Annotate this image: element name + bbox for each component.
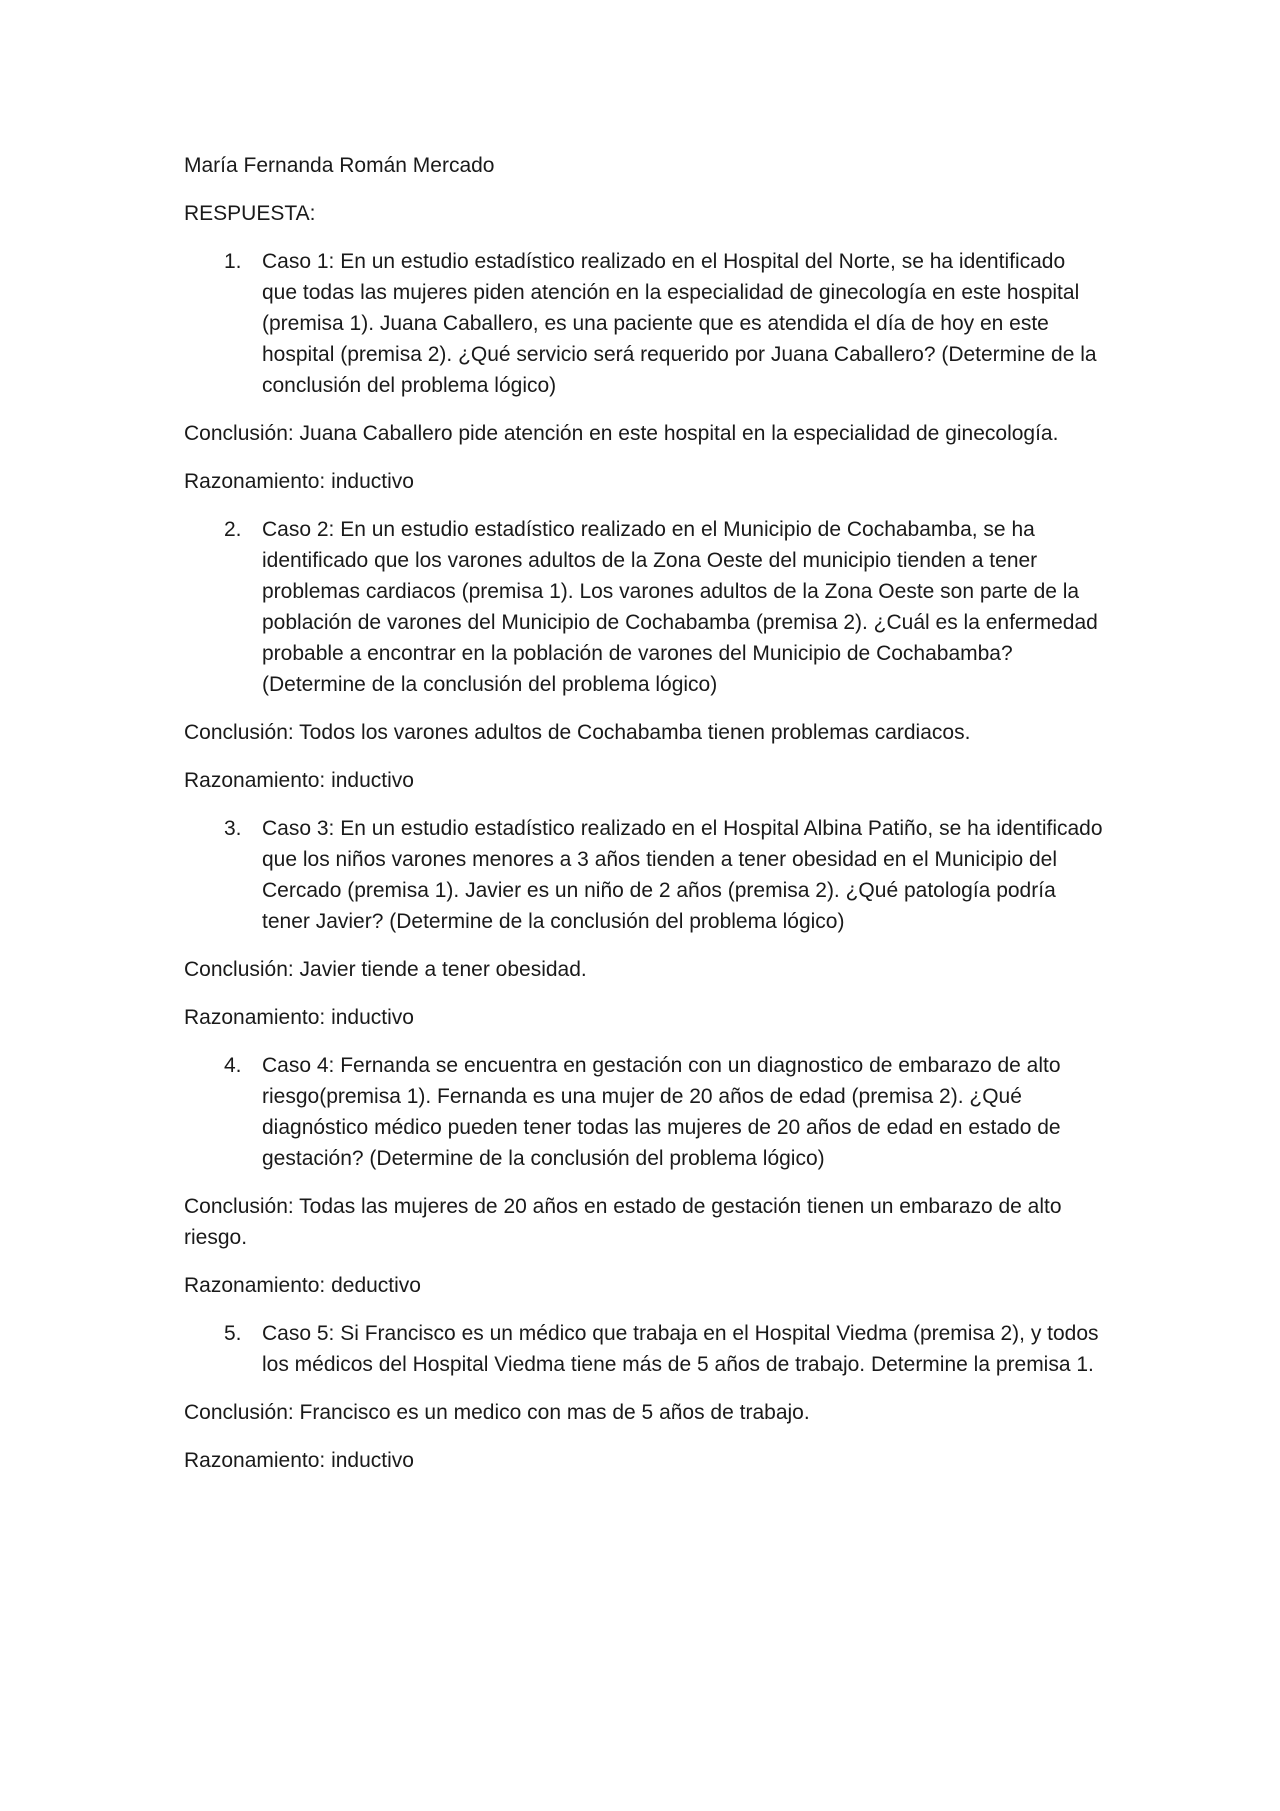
conclusion-2: Conclusión: Todos los varones adultos de Cochabamba tienen problemas cardiacos.	[184, 721, 971, 744]
reasoning-4: Razonamiento: deductivo	[184, 1274, 421, 1297]
case-number: 1.	[224, 250, 242, 273]
conclusion-4: Conclusión: Todas las mujeres de 20 años en estado de gestación tienen un embarazo de alto riesgo.	[184, 1195, 1062, 1249]
case-text: Caso 1: En un estudio estadístico realizado en el Hospital del Norte, se ha identificado que todas las mujeres piden atención en la especialidad de ginecología en este hospital (premisa 1). Juana Caballero, es una paciente que es atendida el día de hoy en este hospital (premisa 2). ¿Qué servicio será requerido por Juana Caballero? (Determine de la conclusión del problema lógico)	[262, 250, 1097, 397]
case-2	[184, 514, 1104, 700]
reasoning-3: Razonamiento: inductivo	[184, 1006, 414, 1029]
answer-heading: RESPUESTA:	[184, 202, 316, 225]
case-number: 2.	[224, 518, 242, 541]
author-name: María Fernanda Román Mercado	[184, 154, 495, 177]
conclusion-1: Conclusión: Juana Caballero pide atención en este hospital en la especialidad de ginecología.	[184, 422, 1059, 445]
conclusion-5: Conclusión: Francisco es un medico con mas de 5 años de trabajo.	[184, 1401, 810, 1424]
case-5	[184, 1318, 1104, 1380]
reasoning-5: Razonamiento: inductivo	[184, 1449, 414, 1472]
case-text: Caso 3: En un estudio estadístico realizado en el Hospital Albina Patiño, se ha identificado que los niños varones menores a 3 años tienden a tener obesidad en el Municipio del Cercado (premisa 1). Javier es un niño de 2 años (premisa 2). ¿Qué patología podría tener Javier? (Determine de la conclusión del problema lógico)	[262, 817, 1103, 933]
case-number: 5.	[224, 1322, 242, 1345]
reasoning-1: Razonamiento: inductivo	[184, 470, 414, 493]
case-4	[184, 1050, 1104, 1174]
case-text: Caso 5: Si Francisco es un médico que trabaja en el Hospital Viedma (premisa 2), y todos los médicos del Hospital Viedma tiene más de 5 años de trabajo. Determine la premisa 1.	[262, 1322, 1099, 1376]
case-text: Caso 4: Fernanda se encuentra en gestación con un diagnostico de embarazo de alto riesgo(premisa 1). Fernanda es una mujer de 20 años de edad (premisa 2). ¿Qué diagnóstico médico pueden tener todas las mujeres de 20 años de edad en estado de gestación? (Determine de la conclusión del problema lógico)	[262, 1054, 1061, 1170]
conclusion-3: Conclusión: Javier tiende a tener obesidad.	[184, 958, 587, 981]
case-1	[184, 246, 1104, 401]
case-3	[184, 813, 1104, 937]
reasoning-2: Razonamiento: inductivo	[184, 769, 414, 792]
case-text: Caso 2: En un estudio estadístico realizado en el Municipio de Cochabamba, se ha identificado que los varones adultos de la Zona Oeste del municipio tienden a tener problemas cardiacos (premisa 1). Los varones adultos de la Zona Oeste son parte de la población de varones del Municipio de Cochabamba (premisa 2). ¿Cuál es la enfermedad probable a encontrar en la población de varones del Municipio de Cochabamba? (Determine de la conclusión del problema lógico)	[262, 518, 1098, 696]
case-number: 3.	[224, 817, 242, 840]
case-number: 4.	[224, 1054, 242, 1077]
document-page	[184, 150, 1104, 1493]
